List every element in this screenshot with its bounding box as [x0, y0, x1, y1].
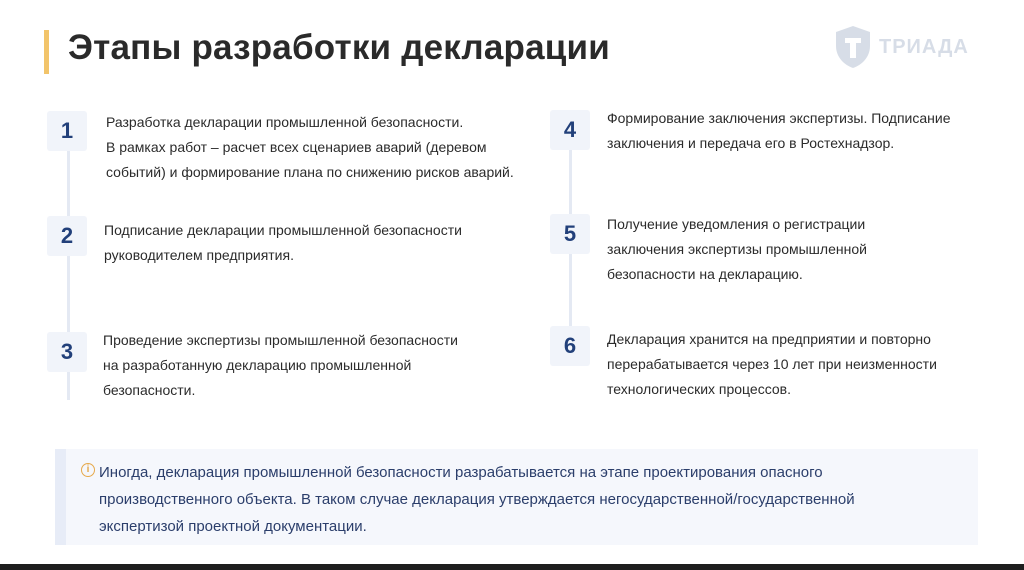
step-number-4: 4: [550, 110, 590, 150]
step-3-line-1: Проведение экспертизы промышленной безопасности: [103, 332, 458, 348]
bottom-bar: [0, 564, 1024, 570]
step-3-line-3: безопасности.: [103, 382, 196, 398]
title-accent-bar: [44, 30, 49, 74]
step-4-line-2: заключения и передача его в Ростехнадзор.: [607, 135, 895, 151]
step-4-line-1: Формирование заключения экспертизы. Подписание: [607, 110, 951, 126]
step-number-5: 5: [550, 214, 590, 254]
step-2-line-1: Подписание декларации промышленной безопасности: [104, 222, 462, 238]
step-4-text: [607, 106, 950, 156]
step-5-line-3: безопасности на декларацию.: [607, 266, 803, 282]
step-6-line-2: перерабатывается через 10 лет при неизменности: [607, 356, 937, 372]
step-5-line-2: заключения экспертизы промышленной: [607, 241, 867, 257]
step-3-line-2: на разработанную декларацию промышленной: [103, 357, 412, 373]
note-line-3: экспертизой проектной документации.: [99, 518, 367, 535]
step-2-line-2: руководителем предприятия.: [104, 247, 294, 263]
logo-text: ТРИАДА: [879, 36, 969, 58]
step-5-line-1: Получение уведомления о регистрации: [607, 216, 866, 232]
step-6-line-3: технологических процессов.: [607, 381, 791, 397]
step-3-text: [103, 328, 458, 403]
info-note: [55, 449, 978, 545]
note-line-1: Иногда, декларация промышленной безопасности разрабатывается на этапе проектирования опасного: [99, 464, 823, 481]
triada-logo: [833, 24, 993, 72]
step-2-text: [104, 218, 462, 268]
step-number-2: 2: [47, 216, 87, 256]
step-1-text: [106, 110, 514, 185]
shield-logo-icon: [833, 24, 873, 70]
step-1-line-3: событий) и формирование плана по снижению рисков аварий.: [106, 164, 514, 180]
step-6-text: [607, 327, 937, 402]
step-number-3: 3: [47, 332, 87, 372]
step-number-6: 6: [550, 326, 590, 366]
page-title: Этапы разработки декларации: [68, 28, 610, 67]
step-1-line-2: В рамках работ – расчет всех сценариев аварий (деревом: [106, 139, 487, 155]
info-icon: i: [81, 463, 95, 477]
note-line-2: производственного объекта. В таком случае декларация утверждается негосударственной/государственной: [99, 491, 855, 508]
step-1-line-1: Разработка декларации промышленной безопасности.: [106, 114, 464, 130]
step-5-text: [607, 212, 867, 287]
step-6-line-1: Декларация хранится на предприятии и повторно: [607, 331, 931, 347]
step-number-1: 1: [47, 111, 87, 151]
note-text: [99, 459, 979, 540]
